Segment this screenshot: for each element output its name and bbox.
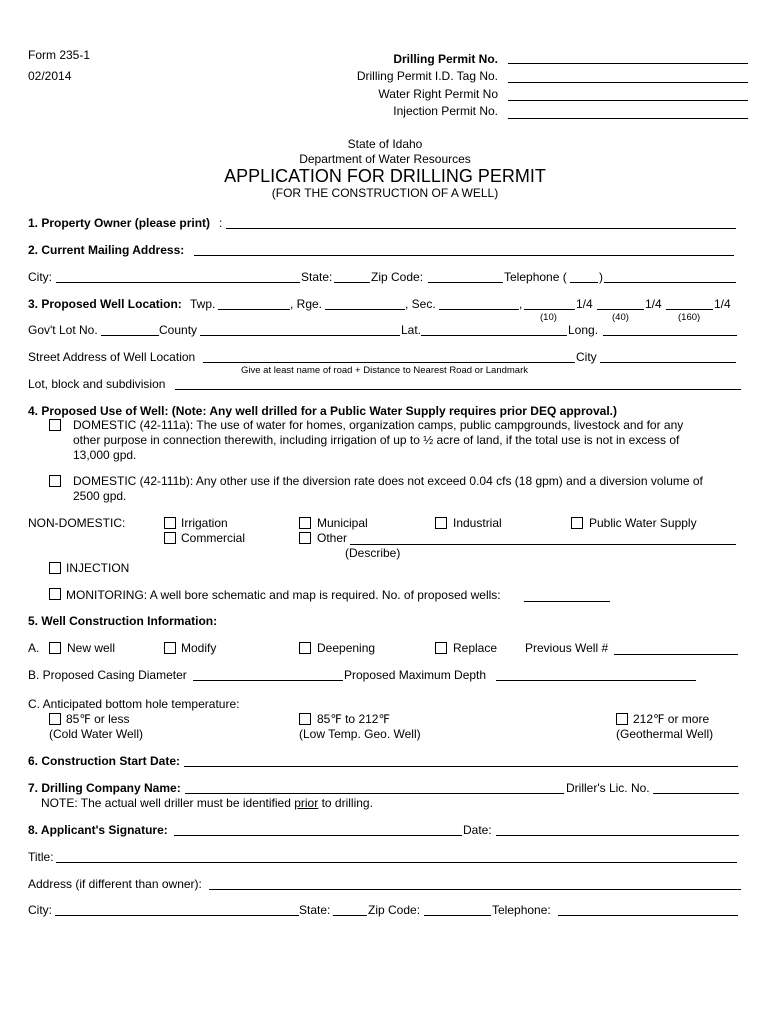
injection-checkbox[interactable] <box>49 562 61 574</box>
irrigation-checkbox[interactable] <box>164 517 176 529</box>
lat-label: Lat. <box>401 323 422 337</box>
title-label: Title: <box>28 850 54 864</box>
page-subtitle: (FOR THE CONSTRUCTION OF A WELL) <box>271 186 499 200</box>
injection-permit-label: Injection Permit No. <box>393 104 498 118</box>
mailing-address-field[interactable] <box>194 255 734 256</box>
city-field[interactable] <box>56 282 300 283</box>
new-well-checkbox[interactable] <box>49 642 61 654</box>
deepening-label: Deepening <box>317 641 376 655</box>
tag-no-field[interactable] <box>508 82 748 83</box>
other-checkbox[interactable] <box>299 532 311 544</box>
mailing-address-label: 2. Current Mailing Address: <box>28 243 185 257</box>
temperature-label: C. Anticipated bottom hole temperature: <box>28 697 240 711</box>
title-field[interactable] <box>56 862 737 863</box>
water-right-label: Water Right Permit No <box>378 87 498 101</box>
drilling-company-field[interactable] <box>185 793 564 794</box>
alt-address-label: Address (if different than owner): <box>28 877 202 891</box>
industrial-label: Industrial <box>453 516 502 530</box>
applicant-zip-field[interactable] <box>424 915 491 916</box>
low-temp-label: 85℉ to 212℉ <box>317 712 390 726</box>
street-address-field[interactable] <box>203 362 575 363</box>
alt-address-field[interactable] <box>209 889 741 890</box>
replace-label: Replace <box>453 641 498 655</box>
form-number: Form 235-1 <box>28 48 91 62</box>
sec-field[interactable] <box>439 309 519 310</box>
water-right-field[interactable] <box>508 100 748 101</box>
public-water-supply-checkbox[interactable] <box>571 517 583 529</box>
public-water-supply-label: Public Water Supply <box>589 516 697 530</box>
deepening-checkbox[interactable] <box>299 642 311 654</box>
zip-label: Zip Code: <box>371 270 424 284</box>
modify-label: Modify <box>181 641 217 655</box>
quarter-160-label: 1/4 <box>714 297 731 311</box>
county-label: County <box>159 323 198 337</box>
telephone-field[interactable] <box>604 282 736 283</box>
signature-label: 8. Applicant's Signature: <box>28 823 168 837</box>
domestic-a-line3: 13,000 gpd. <box>73 448 137 462</box>
quarter-160-field[interactable] <box>666 309 713 310</box>
acres-160-hint: (160) <box>678 312 701 323</box>
cold-water-label: 85℉ or less <box>66 712 130 726</box>
max-depth-label: Proposed Maximum Depth <box>344 668 487 682</box>
drilling-permit-no-label: Drilling Permit No. <box>393 52 498 66</box>
lat-field[interactable] <box>421 335 567 336</box>
other-describe-field[interactable] <box>350 544 736 545</box>
drillers-lic-label: Driller's Lic. No. <box>566 781 650 795</box>
quarter-10-field[interactable] <box>524 309 575 310</box>
telephone-label: Telephone ( <box>504 270 567 284</box>
twp-field[interactable] <box>218 309 290 310</box>
previous-well-field[interactable] <box>614 654 738 655</box>
injection-label: INJECTION <box>66 561 130 575</box>
signature-date-field[interactable] <box>496 835 739 836</box>
proposed-use-label: 4. Proposed Use of Well: (Note: Any well drilled for a Public Water Supply requires prior DEQ approval.) <box>28 404 617 418</box>
long-label: Long. <box>568 323 599 337</box>
long-field[interactable] <box>603 335 737 336</box>
other-label: Other <box>317 531 348 545</box>
street-city-field[interactable] <box>600 362 736 363</box>
applicant-telephone-field[interactable] <box>558 915 738 916</box>
industrial-checkbox[interactable] <box>435 517 447 529</box>
geothermal-sub: (Geothermal Well) <box>616 727 714 741</box>
start-date-field[interactable] <box>184 766 738 767</box>
injection-permit-field[interactable] <box>508 118 748 119</box>
drillers-lic-field[interactable] <box>653 793 739 794</box>
applicant-telephone-label: Telephone: <box>492 903 551 917</box>
commercial-checkbox[interactable] <box>164 532 176 544</box>
domestic-a-checkbox[interactable] <box>49 419 61 431</box>
previous-well-label: Previous Well # <box>525 641 609 655</box>
domestic-a-line1: DOMESTIC (42-111a): The use of water for homes, organization camps, public campgrounds, livestock and for any <box>73 418 684 432</box>
max-depth-field[interactable] <box>496 680 696 681</box>
irrigation-label: Irrigation <box>181 516 228 530</box>
signature-field[interactable] <box>174 835 462 836</box>
applicant-city-field[interactable] <box>55 915 299 916</box>
acres-10-hint: (10) <box>540 312 557 323</box>
county-field[interactable] <box>200 335 400 336</box>
applicant-zip-label: Zip Code: <box>368 903 421 917</box>
lot-block-label: Lot, block and subdivision <box>28 377 166 391</box>
start-date-label: 6. Construction Start Date: <box>28 754 181 768</box>
govt-lot-label: Gov't Lot No. <box>28 323 98 337</box>
state-label: State: <box>301 270 333 284</box>
describe-hint: (Describe) <box>345 546 401 560</box>
item-a-label: A. <box>28 641 40 655</box>
department-name: Department of Water Resources <box>299 152 471 166</box>
area-code-field[interactable] <box>570 282 598 283</box>
page-title: APPLICATION FOR DRILLING PERMIT <box>224 166 546 186</box>
applicant-state-label: State: <box>299 903 331 917</box>
domestic-a-line2: other purpose in connection therewith, including irrigation of up to ½ acre of land, if the total use is not in excess of <box>73 433 680 447</box>
drilling-company-label: 7. Drilling Company Name: <box>28 781 181 795</box>
well-location-label: 3. Proposed Well Location: <box>28 297 182 311</box>
commercial-label: Commercial <box>181 531 246 545</box>
casing-diameter-label: B. Proposed Casing Diameter <box>28 668 187 682</box>
sec-comma: , <box>519 297 523 311</box>
applicant-city-label: City: <box>28 903 52 917</box>
property-owner-colon: : <box>219 216 223 230</box>
proposed-wells-field[interactable] <box>524 601 610 602</box>
quarter-10-label: 1/4 <box>576 297 593 311</box>
twp-label: Twp. <box>190 297 216 311</box>
quarter-40-field[interactable] <box>597 309 644 310</box>
acres-40-hint: (40) <box>612 312 629 323</box>
driller-note-b: to drilling. <box>318 796 373 810</box>
municipal-checkbox[interactable] <box>299 517 311 529</box>
cold-water-checkbox[interactable] <box>49 713 61 725</box>
low-temp-checkbox[interactable] <box>299 713 311 725</box>
domestic-b-checkbox[interactable] <box>49 475 61 487</box>
monitoring-checkbox[interactable] <box>49 588 61 600</box>
new-well-label: New well <box>67 641 116 655</box>
zip-field[interactable] <box>428 282 503 283</box>
monitoring-label: MONITORING: A well bore schematic and map is required. No. of proposed wells: <box>66 588 501 602</box>
property-owner-label: 1. Property Owner (please print) <box>28 216 211 230</box>
sec-label: , Sec. <box>405 297 436 311</box>
well-construction-label: 5. Well Construction Information: <box>28 614 218 628</box>
tag-no-label: Drilling Permit I.D. Tag No. <box>356 69 498 83</box>
state-field[interactable] <box>334 282 370 283</box>
state-name: State of Idaho <box>347 137 423 151</box>
non-domestic-label: NON-DOMESTIC: <box>28 516 126 530</box>
quarter-40-label: 1/4 <box>645 297 662 311</box>
lot-block-field[interactable] <box>175 389 741 390</box>
casing-diameter-field[interactable] <box>193 680 343 681</box>
driller-note-a: NOTE: The actual well driller must be identified <box>41 796 295 810</box>
property-owner-field[interactable] <box>226 228 736 229</box>
govt-lot-field[interactable] <box>101 335 159 336</box>
geothermal-label: 212℉ or more <box>633 712 710 726</box>
street-city-label: City <box>576 350 597 364</box>
form-date: 02/2014 <box>28 69 72 83</box>
modify-checkbox[interactable] <box>164 642 176 654</box>
city-label: City: <box>28 270 52 284</box>
replace-checkbox[interactable] <box>435 642 447 654</box>
street-address-hint: Give at least name of road + Distance to Nearest Road or Landmark <box>241 365 528 376</box>
low-temp-sub: (Low Temp. Geo. Well) <box>299 727 421 741</box>
driller-note <box>41 796 373 810</box>
applicant-state-field[interactable] <box>333 915 367 916</box>
signature-date-label: Date: <box>463 823 492 837</box>
domestic-b-line2: 2500 gpd. <box>73 489 127 503</box>
drilling-permit-no-field[interactable] <box>508 63 748 64</box>
geothermal-checkbox[interactable] <box>616 713 628 725</box>
street-address-label: Street Address of Well Location <box>28 350 196 364</box>
cold-water-sub: (Cold Water Well) <box>49 727 144 741</box>
municipal-label: Municipal <box>317 516 368 530</box>
driller-note-prior: prior <box>294 796 319 810</box>
rge-field[interactable] <box>325 309 405 310</box>
domestic-b-line1: DOMESTIC (42-111b): Any other use if the diversion rate does not exceed 0.04 cfs (18 gpm) and a diversion volume of <box>73 474 703 488</box>
telephone-paren: ) <box>599 270 603 284</box>
rge-label: , Rge. <box>290 297 323 311</box>
